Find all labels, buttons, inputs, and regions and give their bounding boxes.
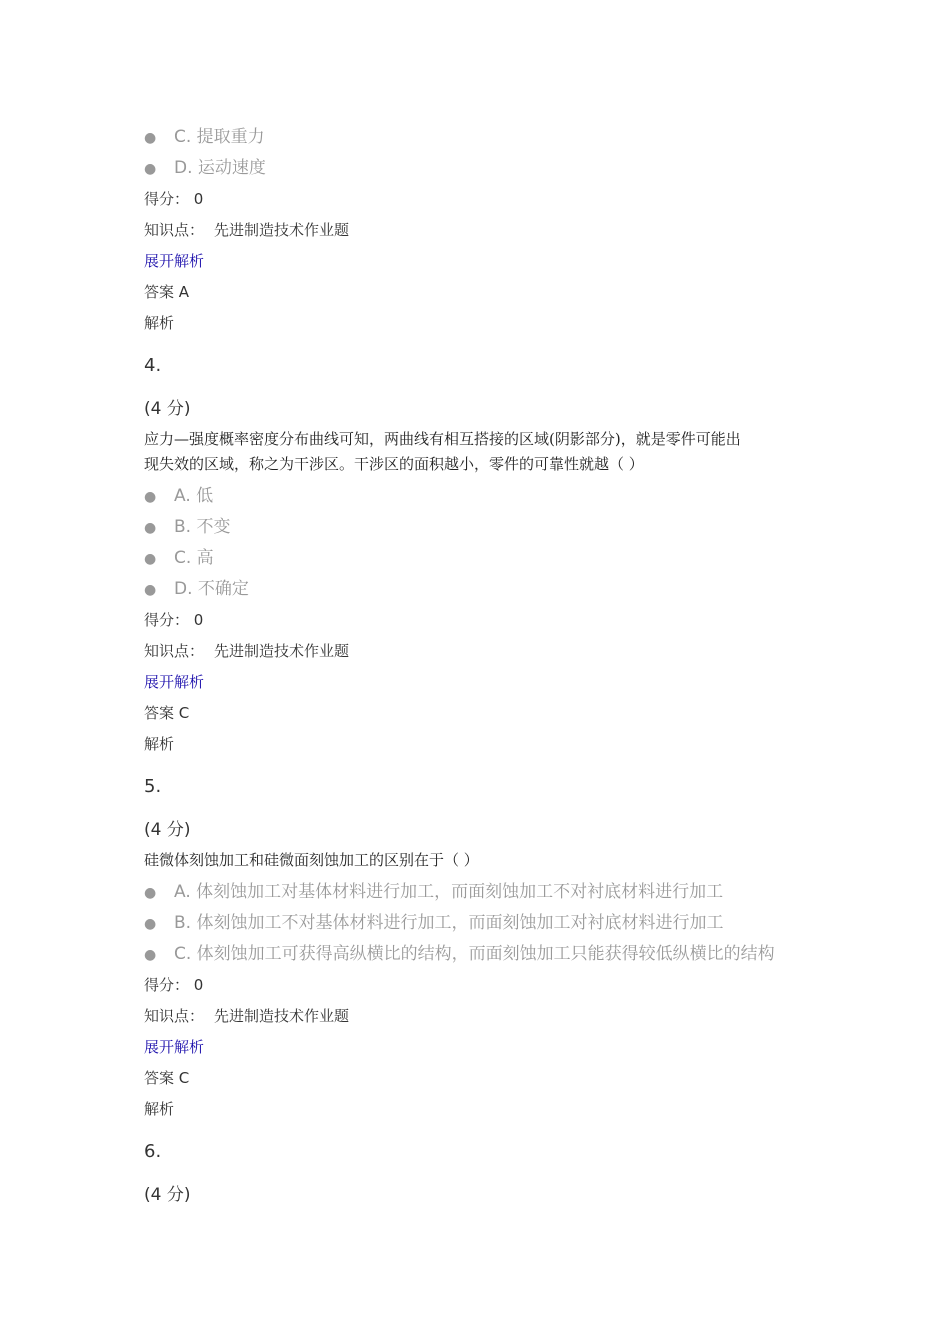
option-text: B. 不变 (174, 517, 231, 537)
answer-text: 答案 C (144, 1069, 190, 1087)
stem-line: 应力—强度概率密度分布曲线可知，两曲线有相互搭接的区域(阴影部分)，就是零件可能出 (144, 430, 741, 448)
bullet-icon: ● (144, 947, 157, 963)
bullet-icon: ● (144, 916, 157, 932)
answer-text: 答案 A (144, 283, 190, 301)
option-text: B. 体刻蚀加工不对基体材料进行加工，而面刻蚀加工对衬底材料进行加工 (174, 913, 724, 933)
question-number: 4. (144, 355, 162, 376)
question-number: 6. (144, 1141, 162, 1162)
option-a[interactable] (144, 881, 723, 904)
knowledge-point (144, 641, 349, 661)
expand-analysis-link[interactable]: 展开解析 (144, 252, 205, 270)
score-text: 得分： 0 (144, 611, 204, 629)
option-c[interactable] (144, 126, 265, 149)
option-text: C. 提取重力 (174, 127, 265, 147)
question-points: (4 分) (144, 1185, 191, 1205)
knowledge-value: 先进制造技术作业题 (214, 1007, 350, 1025)
bullet-icon: ● (144, 885, 157, 901)
option-c[interactable] (144, 943, 775, 966)
bullet-icon: ● (144, 520, 157, 536)
analysis-label: 解析 (144, 314, 175, 332)
option-b[interactable] (144, 912, 723, 935)
option-b[interactable] (144, 516, 230, 539)
option-c[interactable] (144, 547, 214, 570)
stem-line: 现失效的区域，称之为干涉区。干涉区的面积越小，零件的可靠性就越（ ） (144, 455, 644, 473)
bullet-icon: ● (144, 489, 157, 505)
option-a[interactable] (144, 485, 213, 508)
bullet-icon: ● (144, 582, 157, 598)
option-text: D. 运动速度 (174, 158, 266, 178)
knowledge-label: 知识点： (144, 1007, 205, 1025)
knowledge-value: 先进制造技术作业题 (214, 221, 350, 239)
knowledge-label: 知识点： (144, 642, 205, 660)
knowledge-point (144, 220, 349, 240)
option-d[interactable] (144, 578, 249, 601)
option-text: D. 不确定 (174, 579, 249, 599)
expand-analysis-link[interactable]: 展开解析 (144, 673, 205, 691)
question-number: 5. (144, 776, 162, 797)
expand-analysis-link[interactable]: 展开解析 (144, 1038, 205, 1056)
knowledge-point (144, 1006, 349, 1026)
knowledge-label: 知识点： (144, 221, 205, 239)
question-stem (144, 427, 814, 477)
score-text: 得分： 0 (144, 976, 204, 994)
option-d[interactable] (144, 157, 266, 180)
knowledge-value: 先进制造技术作业题 (214, 642, 350, 660)
question-points: (4 分) (144, 399, 191, 419)
option-text: C. 体刻蚀加工可获得高纵横比的结构，而面刻蚀加工只能获得较低纵横比的结构 (174, 944, 775, 964)
analysis-label: 解析 (144, 1100, 175, 1118)
option-text: A. 体刻蚀加工对基体材料进行加工，而面刻蚀加工不对衬底材料进行加工 (174, 882, 724, 902)
option-text: C. 高 (174, 548, 214, 568)
bullet-icon: ● (144, 161, 157, 177)
question-points: (4 分) (144, 820, 191, 840)
analysis-label: 解析 (144, 735, 175, 753)
question-stem (144, 848, 814, 873)
score-text: 得分： 0 (144, 190, 204, 208)
answer-text: 答案 C (144, 704, 190, 722)
option-text: A. 低 (174, 486, 214, 506)
stem-line: 硅微体刻蚀加工和硅微面刻蚀加工的区别在于（ ） (144, 851, 479, 869)
bullet-icon: ● (144, 130, 157, 146)
bullet-icon: ● (144, 551, 157, 567)
